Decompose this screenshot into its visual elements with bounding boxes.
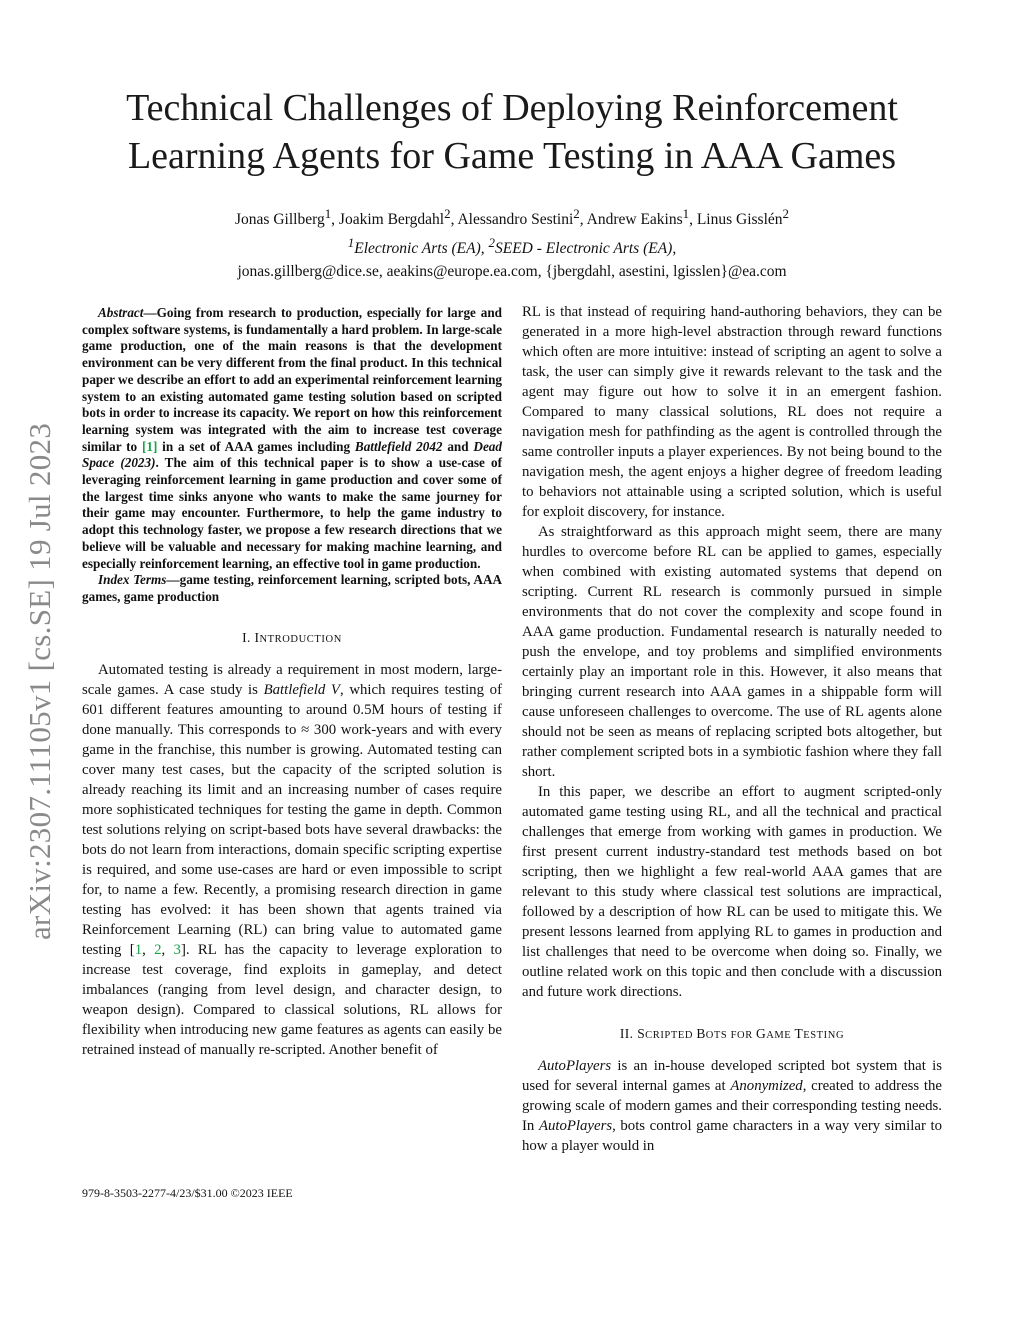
paragraph: RL is that instead of requiring hand-authoring behaviors, they can be generated in a more high-level abstraction through reward functions which often are more intuitive: instead of scripting an agent to solve a task, the user can simply give it rewards relevant to the task and the agent may figure out how to solve it in an emergent fashion. Compared to many classical solutions, RL does not require a navigation mesh for pathfinding as the agent is controlled through the same controller inputs a player experiences. By not being bound to the navigation mesh, the agent enjoys a higher degree of freedom leading to behaviors not attainable using a scripted solution, which is useful for exploit discovery, for instance. [522, 304, 942, 520]
affiliation-mark: 2 [444, 206, 451, 221]
left-column [82, 305, 502, 1060]
citation-link[interactable]: 3 [173, 941, 181, 958]
affiliation-mark: 2 [488, 235, 495, 251]
author-name: Linus Gisslén [696, 211, 783, 229]
affiliation-2: SEED - Electronic Arts (EA) [495, 240, 673, 258]
title-line-2: Learning Agents for Game Testing in AAA Games [127, 135, 897, 177]
abstract: Abstract—Going from research to production, especially for large and complex software systems, is fundamentally a hard problem. In large-scale game production, one of the main reasons is that the development environment can be very different from the final product. In this technical paper we describe an effort to add an experimental reinforcement learning system to an existing automated game testing solution based on scripted bots in order to increase its capacity. We report on how this reinforcement learning system was integrated with the aim to increase test coverage similar to [1] in a set of AAA games including Battlefield 2042 and Dead Space (2023). The aim of this technical paper is to show a use-case of leveraging reinforcement learning in game production and cover some of the largest time sinks anyone who wants to make the same journey for their game may encounter. Furthermore, to help the game industry to adopt this technology faster, we propose a few research directions that we believe will be valuable and necessary for making machine learning, and especially reinforcement learning, an effective tool in game production. [82, 305, 502, 571]
author-emails: jonas.gillberg@dice.se, aeakins@europe.ea.com, {jbergdahl, asestini, lgisslen}@ea.com [237, 263, 787, 281]
intro-paragraph: Automated testing is already a requirement in most modern, large-scale games. A case study is Battlefield V, which requires testing of 601 different features amounting to around 0.5M hours of testing if done manually. This corresponds to ≈ 300 work-years and with every game in the franchise, this number is growing. Automated testing can cover many test cases, but the capacity of the scripted solution is already reaching its limit and an increasing number of cases require more sophisticated techniques for testing the game in depth. Common test solutions relying on script-based bots have several drawbacks: the bots do not learn from interactions, domain specific scripting expertise is required, and some use-cases are hard or even impossible to script for, to name a few. Recently, a promising research direction in game testing has evolved: it has been shown that agents trained via Reinforcement Learning (RL) can bring value to automated game testing [1, 2, 3]. RL has the capacity to leverage exploration to increase test coverage, find exploits in gameplay, and detect imbalances (ranging from level design, and character design, to weapon design). Compared to classical solutions, RL allows for flexibility when introducing new game features as agents can easily be retrained instead of manually re-scripted. Another benefit of [82, 661, 502, 1058]
section-heading-introduction: I. INTRODUCTION [242, 629, 342, 645]
title-line-1: Technical Challenges of Deploying Reinforcement [126, 87, 898, 129]
abstract-label: Abstract [98, 305, 144, 320]
author-name: Andrew Eakins [586, 211, 683, 229]
author-name: Alessandro Sestini [457, 211, 574, 229]
paragraph: AutoPlayers is an in-house developed scripted bot system that is used for several internal games at Anonymized, created to address the growing scale of modern games and their corresponding testing needs. In AutoPlayers, bots control game characters in a way very similar to how a player would in [522, 1058, 942, 1154]
affiliation-mark: 2 [782, 206, 789, 221]
citation-link[interactable]: [1] [141, 438, 158, 454]
author-name: Jonas Gillberg [235, 211, 325, 229]
author-block [0, 202, 1024, 283]
paragraph: In this paper, we describe an effort to augment scripted-only automated game testing using RL, and all the technical and practical challenges that emerge from working with games in production. We first present current industry-standard test methods based on bot scripting, then we highlight a few real-world AAA games that are relevant to this study where classical test solutions are impractical, followed by a description of how RL can be used to mitigate this. We present lessons learned from applying RL to games in production and list challenges that need to be overcome when doing so. Finally, we outline related work on this topic and then conclude with a discussion and future work directions. [522, 784, 942, 1000]
index-terms-label: Index Terms [98, 572, 167, 588]
section-heading-scripted-bots: II. SCRIPTED BOTS FOR GAME TESTING [619, 1026, 845, 1041]
arxiv-stamp: arXiv:2307.11105v1 [cs.SE] 19 Jul 2023 [22, 422, 57, 940]
index-terms: Index Terms—game testing, reinforcement learning, scripted bots, AAA games, game production [82, 572, 502, 604]
citation-link[interactable]: 2 [154, 941, 162, 958]
paragraph: As straightforward as this approach might seem, there are many hurdles to overcome before RL can be applied to games, especially when combined with existing automated systems that depend on scripting. Current RL research is commonly pursued in simple environments that do not cover the complexity and scope found in AAA game production. Fundamental research is naturally needed to push the envelope, and toy problems and simplified environments certainly play an important role in this. However, it also means that bringing current research into AAA games in a shippable form will cause unforeseen challenges to overcome. The use of RL agents alone should not be seen as means of replacing scripted bots altogether, but rather complement scripted bots in a symbiotic fashion where they fall short. [522, 524, 942, 780]
affiliation-1: Electronic Arts (EA) [354, 240, 481, 258]
affiliation-mark: 1 [347, 235, 355, 251]
paper-title [0, 84, 1024, 180]
affiliation-mark: 1 [324, 206, 332, 221]
affiliation-mark: 2 [573, 206, 580, 221]
affiliations: $^1$Electronic Arts (EA), $^2$SEED - Electronic Arts (EA), [347, 235, 677, 258]
affiliation-mark: 1 [682, 206, 690, 221]
citation-link[interactable]: 1 [134, 941, 143, 958]
right-column [522, 302, 942, 1156]
author-name: Joakim Bergdahl [338, 211, 445, 229]
copyright-footer: 979-8-3503-2277-4/23/$31.00 ©2023 IEEE [82, 1186, 293, 1200]
author-list: Jonas Gillberg$^1$, Joakim Bergdahl$^2$, Alessandro Sestini$^2$, Andrew Eakins$^1$, Linus Gisslén$^2$ [235, 206, 789, 229]
